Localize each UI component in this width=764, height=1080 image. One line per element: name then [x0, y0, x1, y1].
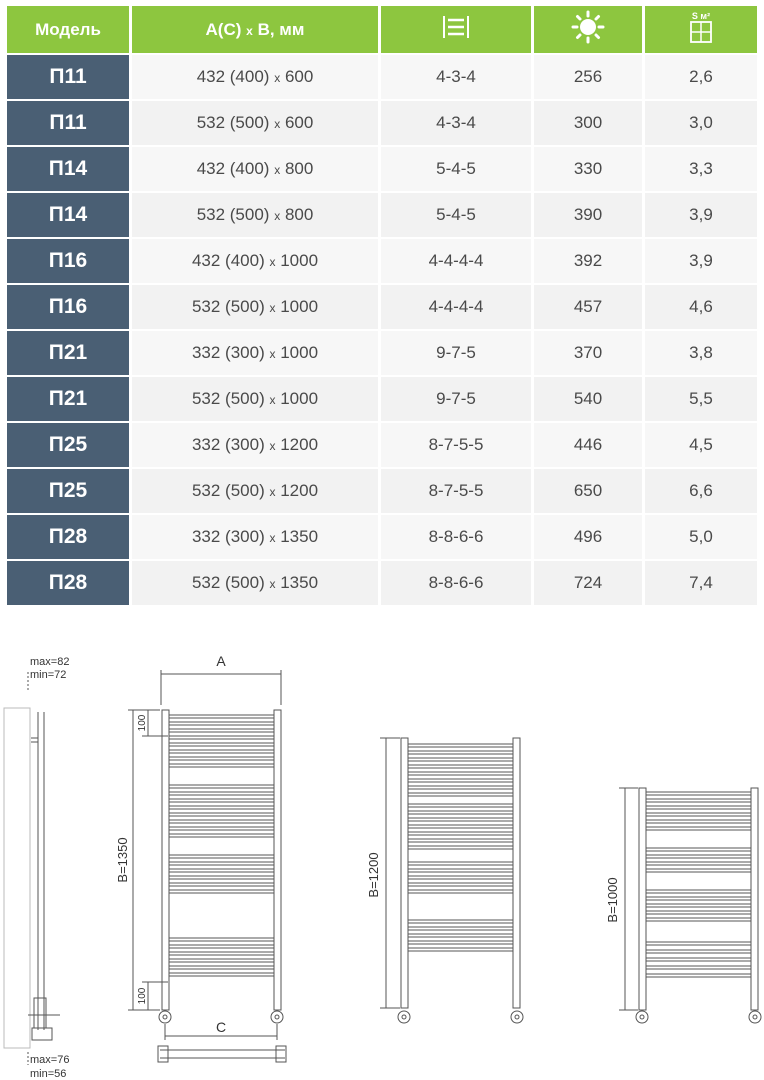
- cell-size: 332 (300) x 1200: [132, 423, 378, 467]
- table-row: [7, 423, 757, 467]
- rail-bar: [169, 862, 274, 865]
- cell-area: 3,3: [645, 147, 757, 191]
- cell-power: 370: [534, 331, 642, 375]
- cell-power: 300: [534, 101, 642, 145]
- cell-model: П14: [7, 193, 129, 237]
- rail-bar: [408, 862, 513, 865]
- cell-power: 650: [534, 469, 642, 513]
- side-top-min: min=72: [30, 669, 67, 681]
- header-area: [645, 6, 757, 53]
- cell-sections: 4-4-4-4: [381, 239, 531, 283]
- cell-sections: 5-4-5: [381, 193, 531, 237]
- rail-bar: [169, 945, 274, 948]
- cell-model: П21: [7, 331, 129, 375]
- header-sections: [381, 6, 531, 53]
- table-row: [7, 147, 757, 191]
- rail-bar: [646, 966, 751, 969]
- rail-bar: [169, 973, 274, 976]
- cell-size: 432 (400) x 600: [132, 55, 378, 99]
- cell-size: 532 (500) x 1000: [132, 285, 378, 329]
- rail-bar: [169, 806, 274, 809]
- rail-bar: [408, 869, 513, 872]
- rail-bar: [408, 948, 513, 951]
- cell-power: 256: [534, 55, 642, 99]
- rail-bar: [408, 818, 513, 821]
- cell-model: П11: [7, 101, 129, 145]
- cell-size: 532 (500) x 1200: [132, 469, 378, 513]
- header-size-x: x: [246, 23, 253, 38]
- rail-bar: [169, 952, 274, 955]
- rail-bar: [169, 834, 274, 837]
- cell-model: П21: [7, 377, 129, 421]
- sun-icon: [571, 10, 605, 49]
- cell-model: П25: [7, 469, 129, 513]
- header-size-b: B, мм: [257, 19, 305, 39]
- cell-power: 457: [534, 285, 642, 329]
- side-bottom-max: max=76: [30, 1054, 70, 1066]
- cell-model: П28: [7, 561, 129, 605]
- rail-bar: [646, 813, 751, 816]
- cell-sections: 4-4-4-4: [381, 285, 531, 329]
- rail-bar: [646, 862, 751, 865]
- front-view-1000: [619, 788, 761, 1023]
- sections-icon: [441, 14, 471, 45]
- table-row: [7, 193, 757, 237]
- side-bottom-min: min=56: [30, 1068, 67, 1080]
- rail-bar: [408, 883, 513, 886]
- header-row: [7, 6, 757, 53]
- header-model: Модель: [7, 6, 129, 53]
- rail-bar: [646, 792, 751, 795]
- bars-1000: [646, 792, 751, 977]
- rail-bar: [169, 764, 274, 767]
- dim-b1000: B=1000: [605, 877, 620, 923]
- rail-bar: [646, 820, 751, 823]
- cell-model: П14: [7, 147, 129, 191]
- area-label: S м²: [691, 11, 711, 21]
- dim-c: C: [215, 1019, 227, 1035]
- cell-size: 532 (500) x 600: [132, 101, 378, 145]
- cell-sections: 9-7-5: [381, 377, 531, 421]
- spec-table: [4, 4, 760, 607]
- technical-drawings: [0, 620, 764, 1080]
- rail-bar: [646, 869, 751, 872]
- cell-area: 5,5: [645, 377, 757, 421]
- rail-bar: [646, 918, 751, 921]
- cell-size: 432 (400) x 800: [132, 147, 378, 191]
- bars-1350: [169, 715, 274, 976]
- cell-power: 496: [534, 515, 642, 559]
- header-power: [534, 6, 642, 53]
- rail-bar: [169, 890, 274, 893]
- cell-power: 540: [534, 377, 642, 421]
- rail-bar: [646, 827, 751, 830]
- rail-bar: [169, 722, 274, 725]
- cell-size: 332 (300) x 1350: [132, 515, 378, 559]
- rail-bar: [169, 729, 274, 732]
- rail-bar: [408, 941, 513, 944]
- table-row: [7, 285, 757, 329]
- rail-bar: [646, 950, 751, 953]
- rail-bar: [408, 846, 513, 849]
- dim-b1350: B=1350: [115, 837, 130, 883]
- rail-bar: [646, 974, 751, 977]
- rail-bar: [408, 744, 513, 747]
- dim-100-top: 100: [137, 714, 148, 732]
- cell-area: 3,0: [645, 101, 757, 145]
- cell-size: 532 (500) x 1350: [132, 561, 378, 605]
- dim-a: A: [216, 653, 226, 669]
- cell-power: 446: [534, 423, 642, 467]
- cell-size: 432 (400) x 1000: [132, 239, 378, 283]
- cell-sections: 8-7-5-5: [381, 469, 531, 513]
- rail-bar: [408, 779, 513, 782]
- rail-bar: [169, 959, 274, 962]
- side-top-max: max=82: [30, 656, 70, 668]
- header-size-a: A(C): [205, 19, 242, 39]
- rail-bar: [169, 820, 274, 823]
- rail-bar: [646, 958, 751, 961]
- rail-bar: [408, 793, 513, 796]
- table-body: [7, 55, 757, 605]
- cell-sections: 8-7-5-5: [381, 423, 531, 467]
- rail-bar: [169, 855, 274, 858]
- rail-bar: [169, 876, 274, 879]
- cell-size: 532 (500) x 800: [132, 193, 378, 237]
- rail-bar: [408, 920, 513, 923]
- dim-b1200: B=1200: [366, 852, 381, 898]
- rail-bar: [646, 890, 751, 893]
- cell-area: 2,6: [645, 55, 757, 99]
- cell-power: 330: [534, 147, 642, 191]
- rail-bar: [408, 804, 513, 807]
- front-view-1200: [380, 738, 523, 1023]
- cell-model: П28: [7, 515, 129, 559]
- rail-bar: [646, 897, 751, 900]
- rail-bar: [169, 813, 274, 816]
- side-view-drawing: [4, 672, 60, 1065]
- rail-bar: [408, 772, 513, 775]
- rail-bar: [646, 799, 751, 802]
- rail-bar: [408, 927, 513, 930]
- rail-bar: [169, 966, 274, 969]
- rail-bar: [169, 743, 274, 746]
- rail-bar: [408, 890, 513, 893]
- rail-bar: [408, 825, 513, 828]
- rail-bar: [646, 855, 751, 858]
- table-row: [7, 331, 757, 375]
- cell-sections: 9-7-5: [381, 331, 531, 375]
- dim-100-bottom: 100: [137, 987, 148, 1005]
- rail-bar: [646, 848, 751, 851]
- header-size: [132, 6, 378, 53]
- table-row: [7, 101, 757, 145]
- cell-power: 724: [534, 561, 642, 605]
- table-row: [7, 515, 757, 559]
- cell-sections: 4-3-4: [381, 55, 531, 99]
- rail-bar: [169, 938, 274, 941]
- rail-bar: [646, 942, 751, 945]
- front-view-1350: [128, 670, 286, 1062]
- rail-bar: [169, 827, 274, 830]
- rail-bar: [408, 765, 513, 768]
- rail-bar: [646, 904, 751, 907]
- rail-bar: [408, 786, 513, 789]
- cell-model: П16: [7, 239, 129, 283]
- table-row: [7, 239, 757, 283]
- rail-bar: [169, 785, 274, 788]
- rail-bar: [169, 736, 274, 739]
- rail-bar: [408, 751, 513, 754]
- table-row: [7, 561, 757, 605]
- cell-model: П25: [7, 423, 129, 467]
- table-row: [7, 469, 757, 513]
- cell-area: 3,9: [645, 239, 757, 283]
- cell-area: 4,6: [645, 285, 757, 329]
- cell-area: 7,4: [645, 561, 757, 605]
- cell-area: 3,8: [645, 331, 757, 375]
- rail-bar: [408, 876, 513, 879]
- cell-model: П11: [7, 55, 129, 99]
- cell-sections: 8-8-6-6: [381, 561, 531, 605]
- cell-area: 3,9: [645, 193, 757, 237]
- cell-sections: 4-3-4: [381, 101, 531, 145]
- rail-bar: [408, 758, 513, 761]
- rail-bar: [646, 806, 751, 809]
- rail-bar: [169, 799, 274, 802]
- table-row: [7, 55, 757, 99]
- cell-sections: 8-8-6-6: [381, 515, 531, 559]
- rail-bar: [408, 811, 513, 814]
- rail-bar: [169, 883, 274, 886]
- area-icon: [686, 10, 716, 49]
- rail-bar: [169, 750, 274, 753]
- bars-1200: [408, 744, 513, 951]
- cell-size: 532 (500) x 1000: [132, 377, 378, 421]
- cell-power: 392: [534, 239, 642, 283]
- cell-model: П16: [7, 285, 129, 329]
- cell-size: 332 (300) x 1000: [132, 331, 378, 375]
- rail-bar: [408, 934, 513, 937]
- rail-bar: [169, 869, 274, 872]
- rail-bar: [169, 715, 274, 718]
- rail-bar: [408, 839, 513, 842]
- rail-bar: [646, 911, 751, 914]
- rail-bar: [169, 757, 274, 760]
- cell-sections: 5-4-5: [381, 147, 531, 191]
- rail-bar: [408, 832, 513, 835]
- cell-power: 390: [534, 193, 642, 237]
- cell-area: 5,0: [645, 515, 757, 559]
- rail-bar: [169, 792, 274, 795]
- cell-area: 6,6: [645, 469, 757, 513]
- cell-area: 4,5: [645, 423, 757, 467]
- table-row: [7, 377, 757, 421]
